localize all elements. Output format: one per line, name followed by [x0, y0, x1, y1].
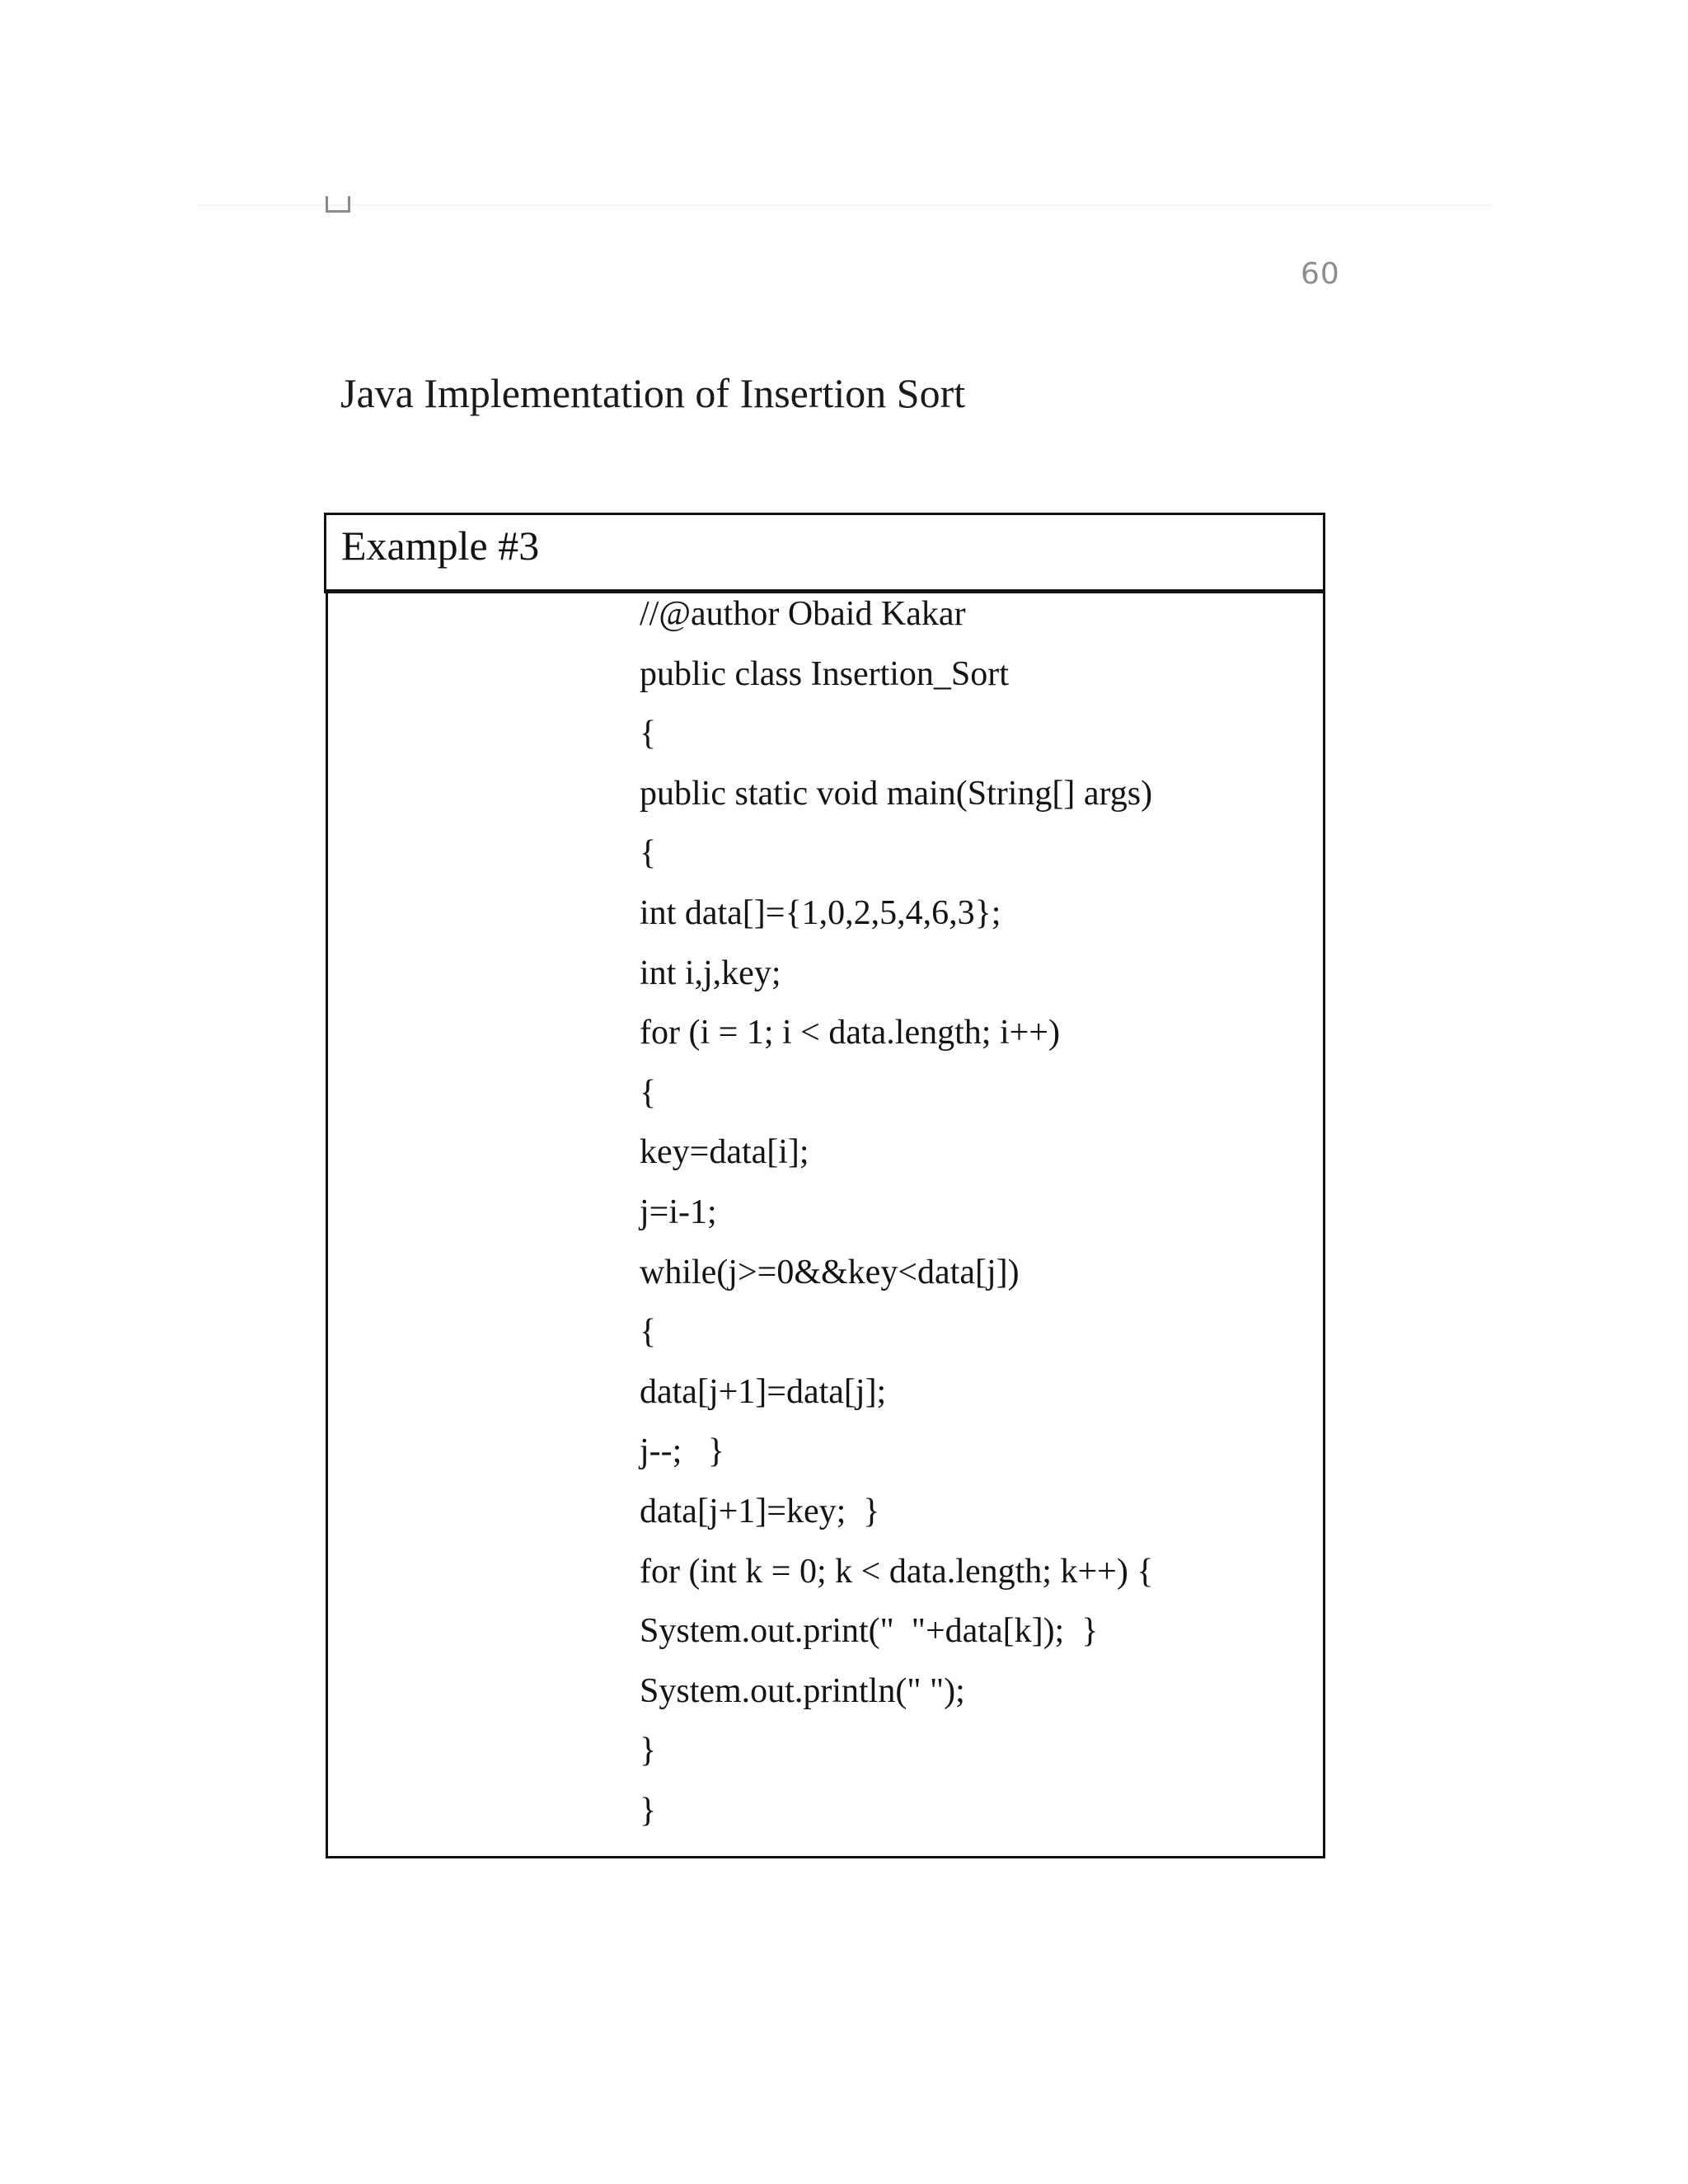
code-line: {	[640, 834, 657, 873]
code-line: int data[]={1,0,2,5,4,6,3};	[640, 893, 1001, 932]
page-number: 60	[1301, 257, 1340, 291]
code-line: key=data[i];	[640, 1133, 809, 1172]
code-line: int i,j,key;	[640, 954, 781, 992]
code-line: j=i-1;	[640, 1193, 717, 1231]
code-line: }	[640, 1791, 657, 1830]
code-line: public static void main(String[] args)	[640, 774, 1153, 813]
code-line: j--; }	[640, 1432, 724, 1471]
code-listing	[640, 593, 1153, 1849]
code-line: }	[640, 1732, 657, 1770]
code-line: System.out.println(" ");	[640, 1671, 965, 1710]
code-line: while(j>=0&&key<data[j])	[640, 1253, 1020, 1291]
page-heading: Java Implementation of Insertion Sort	[340, 370, 966, 416]
code-line: data[j+1]=data[j];	[640, 1372, 887, 1411]
code-line: public class Insertion_Sort	[640, 654, 1009, 693]
code-line: {	[640, 1313, 657, 1352]
code-line: for (int k = 0; k < data.length; k++) {	[640, 1552, 1154, 1591]
code-line: {	[640, 1073, 657, 1112]
example-title-box	[324, 513, 1325, 593]
code-line: {	[640, 715, 657, 753]
header-rule	[198, 204, 1492, 206]
code-line: //@author Obaid Kakar	[640, 595, 966, 633]
code-line: System.out.print(" "+data[k]); }	[640, 1612, 1099, 1651]
code-line: for (i = 1; i < data.length; i++)	[640, 1014, 1060, 1052]
text-boundary-corner-mark	[326, 196, 350, 213]
code-line: data[j+1]=key; }	[640, 1492, 880, 1530]
example-title: Example #3	[341, 523, 540, 569]
